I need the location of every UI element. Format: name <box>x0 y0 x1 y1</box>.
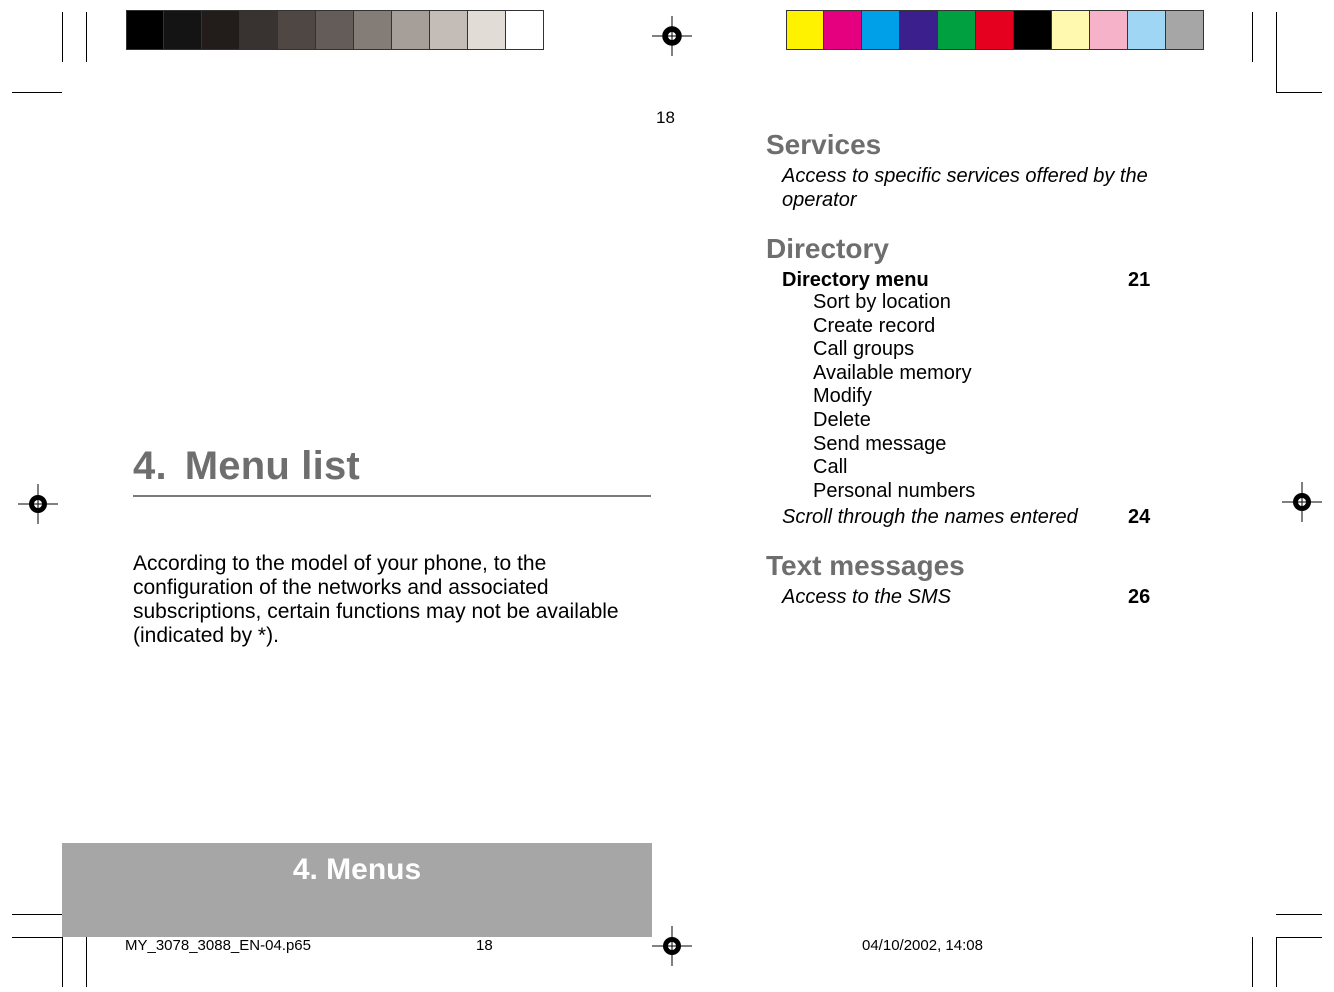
chapter-title: Menu list <box>184 444 360 488</box>
directory-submenu-item: Create record <box>813 314 936 337</box>
process-color-bar <box>786 10 1204 50</box>
registration-mark-icon <box>650 924 694 968</box>
color-swatch <box>202 11 240 49</box>
sms-access-page: 26 <box>1128 586 1151 608</box>
crop-mark <box>1276 12 1277 92</box>
intro-paragraph: According to the model of your phone, to the configuration of the networks and associated subscriptions, certain functions may not be available (indicated by *). <box>133 552 619 647</box>
color-swatch <box>862 11 900 49</box>
crop-mark <box>62 12 63 62</box>
color-swatch <box>1128 11 1166 49</box>
directory-submenu-item: Available memory <box>813 361 972 384</box>
directory-submenu-item: Modify <box>813 385 872 408</box>
page-number: 18 <box>656 108 675 127</box>
crop-mark <box>1252 937 1253 987</box>
color-swatch <box>900 11 938 49</box>
directory-submenu-list <box>813 291 975 503</box>
color-swatch <box>938 11 976 49</box>
directory-submenu-item: Personal numbers <box>813 479 976 502</box>
section-tab-band <box>62 843 652 937</box>
color-swatch <box>392 11 430 49</box>
color-swatch <box>506 11 544 49</box>
sms-access-label: Access to the SMS <box>782 586 951 608</box>
color-swatch <box>824 11 862 49</box>
crop-mark <box>12 914 62 915</box>
color-swatch <box>164 11 202 49</box>
scroll-names-label: Scroll through the names entered <box>782 506 1078 528</box>
color-swatch <box>1090 11 1128 49</box>
scroll-names-page: 24 <box>1128 506 1151 528</box>
grayscale-color-bar <box>126 10 544 50</box>
crop-mark <box>1276 937 1322 938</box>
text-messages-heading: Text messages <box>766 550 965 581</box>
services-description-line1: Access to specific services offered by the <box>782 165 1148 187</box>
color-swatch <box>126 11 164 49</box>
footer-filename: MY_3078_3088_EN-04.p65 <box>125 937 311 954</box>
color-swatch <box>1052 11 1090 49</box>
directory-heading: Directory <box>766 233 889 264</box>
color-swatch <box>468 11 506 49</box>
registration-mark-icon <box>1280 480 1324 524</box>
directory-menu-label: Directory menu <box>782 269 929 291</box>
color-swatch <box>430 11 468 49</box>
directory-submenu-item: Delete <box>813 408 871 431</box>
crop-mark <box>1276 914 1322 915</box>
chapter-number: 4. <box>133 444 167 488</box>
directory-submenu-item: Call groups <box>813 338 915 361</box>
crop-mark <box>1276 937 1277 987</box>
crop-mark <box>86 937 87 987</box>
color-swatch <box>1166 11 1204 49</box>
registration-mark-icon <box>650 14 694 58</box>
registration-mark-icon <box>16 482 60 526</box>
color-swatch <box>278 11 316 49</box>
crop-mark <box>1252 12 1253 62</box>
services-description-line2: operator <box>782 189 857 211</box>
color-swatch <box>976 11 1014 49</box>
color-swatch <box>1014 11 1052 49</box>
crop-mark <box>12 937 62 938</box>
chapter-heading <box>133 444 651 497</box>
color-swatch <box>786 11 824 49</box>
directory-menu-page: 21 <box>1128 269 1151 291</box>
crop-mark <box>12 92 62 93</box>
crop-mark <box>86 12 87 62</box>
section-tab-label: 4. Menus <box>292 853 422 886</box>
directory-submenu-item: Call <box>813 456 848 479</box>
footer-page: 18 <box>476 937 493 954</box>
crop-mark <box>1276 92 1322 93</box>
color-swatch <box>316 11 354 49</box>
color-swatch <box>354 11 392 49</box>
color-swatch <box>240 11 278 49</box>
services-heading: Services <box>766 129 882 160</box>
footer-datetime: 04/10/2002, 14:08 <box>862 937 983 954</box>
crop-mark <box>62 937 63 987</box>
directory-submenu-item: Send message <box>813 432 947 455</box>
directory-submenu-item: Sort by location <box>813 291 951 313</box>
